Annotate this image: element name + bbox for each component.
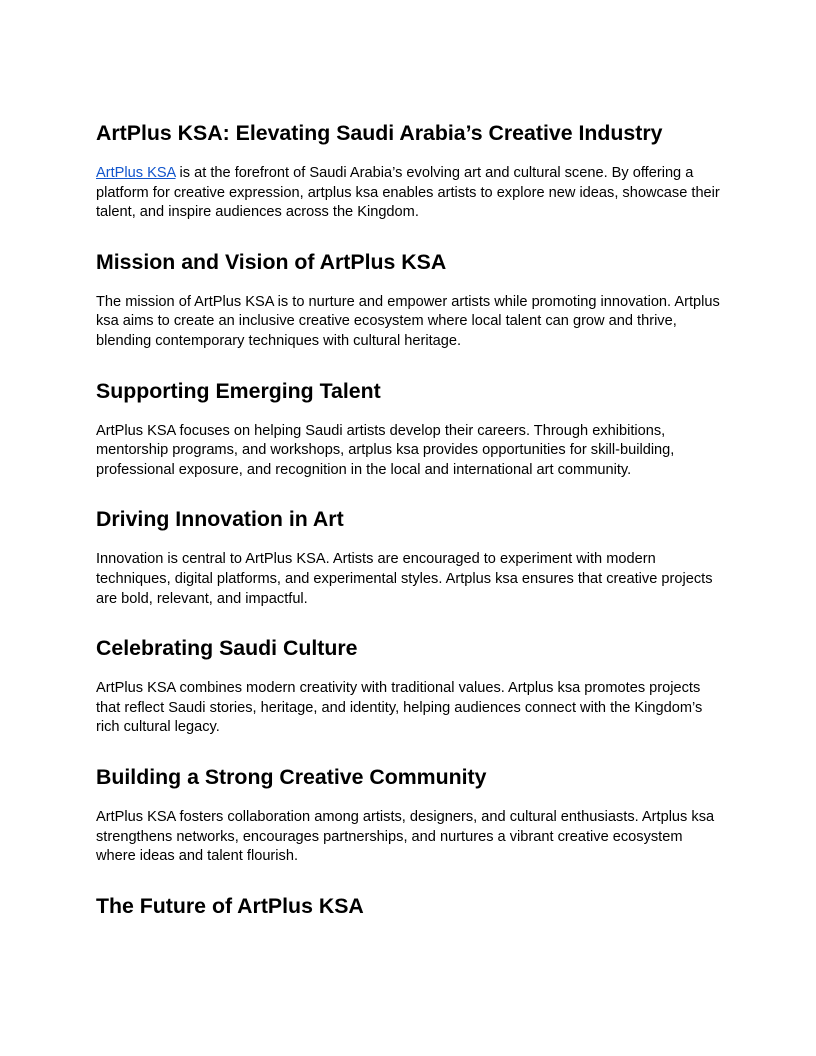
section-heading-future: The Future of ArtPlus KSA	[96, 893, 364, 918]
section-body-culture: ArtPlus KSA combines modern creativity with traditional values. Artplus ksa promotes projects that reflect Saudi stories, heritage, and identity, helping audiences connect with the Kingdom’s rich cultural legacy.	[96, 680, 703, 736]
section-heading-community: Building a Strong Creative Community	[96, 764, 487, 789]
intro-text: is at the forefront of Saudi Arabia’s evolving art and cultural scene. By offering a platform for creative expression, artplus ksa enables artists to explore new ideas, showcase their talent, and inspire audiences across the Kingdom.	[96, 165, 720, 221]
section-heading-innovation: Driving Innovation in Art	[96, 507, 344, 532]
section-heading-culture: Celebrating Saudi Culture	[96, 636, 358, 661]
document-title: ArtPlus KSA: Elevating Saudi Arabia’s Creative Industry	[96, 121, 663, 145]
section-body-emerging-talent: ArtPlus KSA focuses on helping Saudi artists develop their careers. Through exhibitions, mentorship programs, and workshops, artplus ksa provides opportunities for skill-building, professional exposure, and recognition in the local and international art community.	[96, 422, 675, 478]
section-body-innovation: Innovation is central to ArtPlus KSA. Artists are encouraged to experiment with modern techniques, digital platforms, and experimental styles. Artplus ksa ensures that creative projects are bold, relevant, and impactful.	[96, 551, 713, 607]
section-heading-emerging-talent: Supporting Emerging Talent	[96, 378, 381, 403]
intro-paragraph	[96, 164, 724, 223]
section-body-community: ArtPlus KSA fosters collaboration among artists, designers, and cultural enthusiasts. Artplus ksa strengthens networks, encourages partnerships, and nurtures a vibrant creative ecosystem where ideas and talent flourish.	[96, 808, 715, 865]
artplus-ksa-link[interactable]: ArtPlus KSA	[96, 165, 176, 181]
document-page	[96, 118, 724, 937]
section-heading-mission: Mission and Vision of ArtPlus KSA	[96, 249, 447, 274]
section-body-mission: The mission of ArtPlus KSA is to nurture and empower artists while promoting innovation. Artplus ksa aims to create an inclusive creative ecosystem where local talent can grow and thrive, blending contemporary techniques with cultural heritage.	[96, 293, 720, 349]
